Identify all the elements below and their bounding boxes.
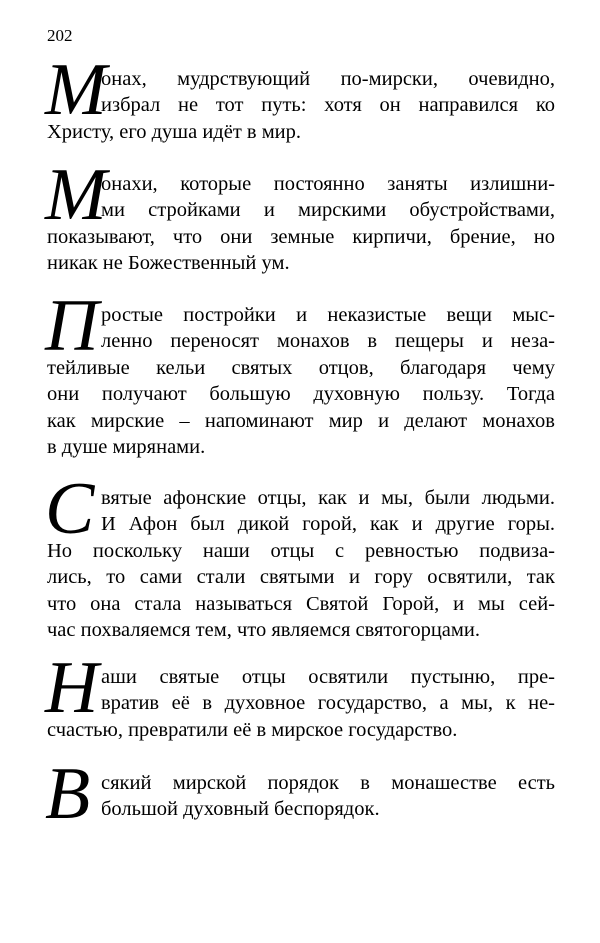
- paragraph-5: [45, 647, 555, 743]
- paragraph-4: [45, 468, 555, 643]
- text-line: они получают большую духовную пользу. Тогда: [47, 383, 555, 406]
- text-line: И Афон был дикой горой, как и другие горы.: [101, 513, 555, 536]
- text-line: ленно переносят монахов в пещеры и неза-: [101, 330, 555, 353]
- text-line: большой духовный беспорядок.: [101, 798, 380, 821]
- text-line: вратив её в духовное государство, а мы, к не-: [101, 692, 555, 715]
- text-line: лись, то сами стали святыми и гору освятили, так: [47, 566, 555, 589]
- text-line: избрал не тот путь: хотя он направился ко: [101, 94, 555, 117]
- text-line: счастью, превратили её в мирское государство.: [47, 718, 458, 741]
- text-line: Христу, его душа идёт в мир.: [47, 120, 302, 143]
- text-line: показывают, что они земные кирпичи, брение, но: [47, 225, 555, 248]
- paragraph-3: [45, 285, 555, 460]
- text-line: онах, мудрствующий по-мирски, очевидно,: [101, 68, 555, 90]
- text-line: сякий мирской порядок в монашестве есть: [101, 772, 555, 794]
- text-line: ростые постройки и неказистые вещи мыс-: [101, 304, 555, 326]
- text-line: ми стройками и мирскими обустройствами,: [101, 199, 555, 222]
- paragraph-2: [45, 154, 555, 277]
- paragraph-1: [45, 49, 555, 145]
- text-line: аши святые отцы освятили пустыню, пре-: [101, 666, 555, 688]
- drop-cap: В: [45, 753, 91, 835]
- drop-cap: Н: [45, 647, 99, 729]
- page-number: 202: [47, 26, 73, 45]
- drop-cap: С: [45, 468, 95, 550]
- text-line: вятые афонские отцы, как и мы, были людьми.: [101, 487, 555, 509]
- text-line: в душе мирянами.: [47, 436, 206, 459]
- paragraph-6: [45, 753, 555, 835]
- drop-cap: М: [45, 49, 107, 131]
- drop-cap: М: [45, 154, 107, 236]
- text-line: тейливые кельи святых отцов, благодаря чему: [47, 356, 555, 379]
- text-line: онахи, которые постоянно заняты излишни-: [101, 173, 555, 195]
- text-line: как мирские – напоминают мир и делают монахов: [47, 409, 555, 432]
- text-line: никак не Божественный ум.: [47, 252, 290, 275]
- text-line: что она стала называться Святой Горой, и мы сей-: [47, 592, 555, 615]
- drop-cap: П: [45, 285, 99, 367]
- text-line: час похваляемся тем, что являемся святогорцами.: [47, 619, 480, 642]
- text-line: Но поскольку наши отцы с ревностью подвиза-: [47, 539, 555, 562]
